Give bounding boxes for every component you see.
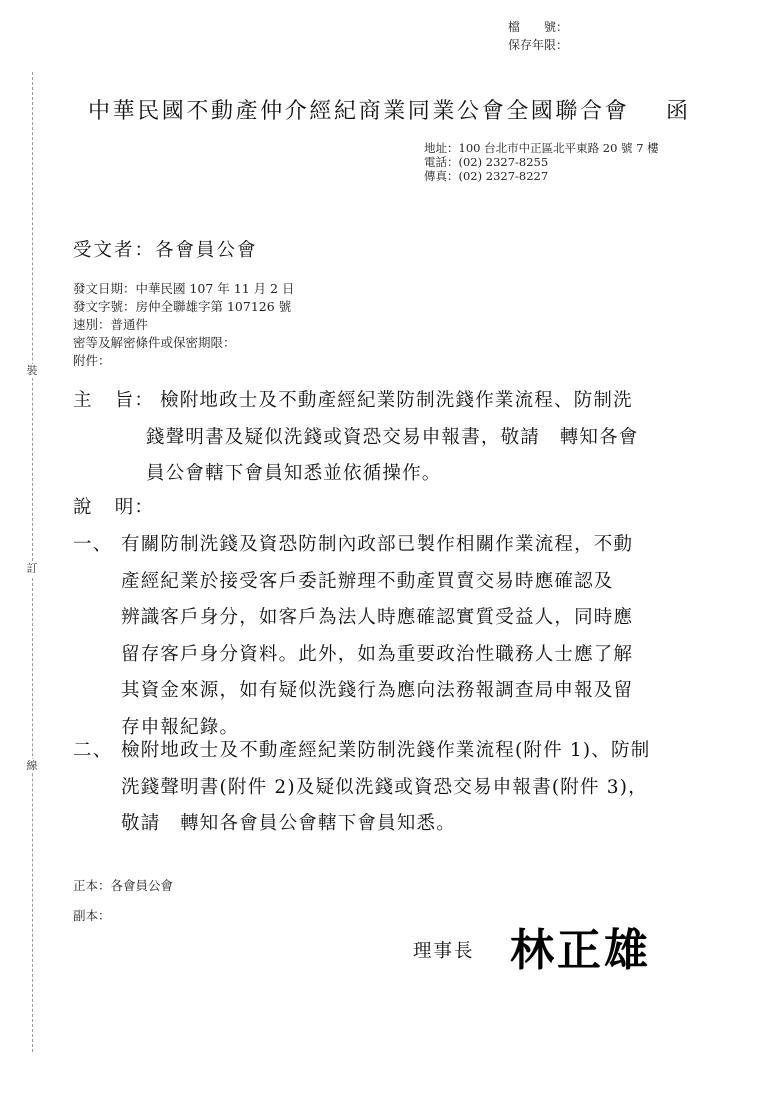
explanation-item — [121, 527, 633, 746]
signatory-title: 理事長 — [413, 941, 475, 962]
explanation-item — [121, 733, 650, 843]
original-copy: 正本：各會員公會 — [73, 878, 174, 893]
file-number-label: 檔 號： — [508, 20, 569, 34]
signatory-name: 林正雄 — [510, 925, 651, 976]
subject-line: 錢聲明書及疑似洗錢或資恐交易申報書，敬請 轉知各會 — [146, 426, 639, 448]
subject-label-a: 主 — [73, 390, 93, 411]
retention-label: 保存年限： — [508, 38, 569, 52]
item-line: 留存客戶身分資料。此外，如為重要政治性職務人士應了解 — [121, 643, 634, 665]
secrecy-level: 密等及解密條件或保密期限： — [73, 335, 236, 350]
subject-label — [73, 383, 154, 420]
explanation-label — [73, 490, 154, 527]
reference-number: 發文字號：房仲全聯雄字第 107126 號 — [73, 299, 292, 314]
subject-text-cont — [146, 420, 639, 493]
copies — [73, 871, 173, 931]
item-line: 其資金來源，如有疑似洗錢行為應向法務報調查局申報及留 — [121, 680, 634, 701]
fax: 傳真：(02) 2327-8227 — [424, 169, 549, 183]
address: 地址：100 台北市中正區北平東路 20 號 7 樓 — [424, 141, 659, 155]
subject-line: 檢附地政士及不動產經紀業防制洗錢作業流程、防制洗 — [160, 390, 633, 411]
binding-mark-bind: 裝 — [26, 364, 38, 377]
carbon-copy: 副本： — [73, 908, 111, 923]
item-number: 二、 — [73, 740, 113, 761]
item-line: 有關防制洗錢及資恐防制內政部已製作相關作業流程，不動 — [121, 534, 634, 555]
attachments: 附件： — [73, 353, 111, 368]
explanation-label-b: 明： — [114, 497, 155, 518]
item-line: 辨識客戶身分，如客戶為法人時應確認實質受益人，同時應 — [121, 607, 634, 628]
subject-label-b: 旨： — [114, 390, 155, 411]
item-line: 敬請 轉知各會員公會轄下會員知悉。 — [121, 813, 456, 834]
item-line: 檢附地政士及不動產經紀業防制洗錢作業流程(附件 1)、防制 — [121, 740, 651, 761]
issuance-meta — [73, 280, 295, 370]
item-line: 產經紀業於接受客戶委託辦理不動產買賣交易時應確認及 — [121, 570, 614, 592]
subject-text — [160, 383, 633, 420]
phone: 電話：(02) 2327-8255 — [424, 155, 549, 169]
item-number: 一、 — [73, 534, 113, 555]
delivery-speed: 速別：普通件 — [73, 317, 149, 332]
subject-line: 員公會轄下會員知悉並依循操作。 — [146, 463, 442, 484]
recipient: 受文者：各會員公會 — [73, 240, 258, 261]
issue-date: 發文日期：中華民國 107 年 11 月 2 日 — [73, 281, 295, 296]
document-type: 函 — [666, 99, 689, 124]
binding-mark-line: 線 — [26, 759, 38, 772]
sender-contact — [424, 141, 659, 183]
item-line: 存申報紀錄。 — [121, 716, 240, 738]
binding-mark-staple: 訂 — [26, 562, 38, 575]
item-line: 洗錢聲明書(附件 2)及疑似洗錢或資恐交易申報書(附件 3)， — [121, 776, 648, 798]
explanation-label-a: 說 — [73, 497, 93, 518]
file-meta — [508, 18, 568, 54]
organization-title: 中華民國不動產仲介經紀商業同業公會全國聯合會 — [88, 99, 630, 124]
